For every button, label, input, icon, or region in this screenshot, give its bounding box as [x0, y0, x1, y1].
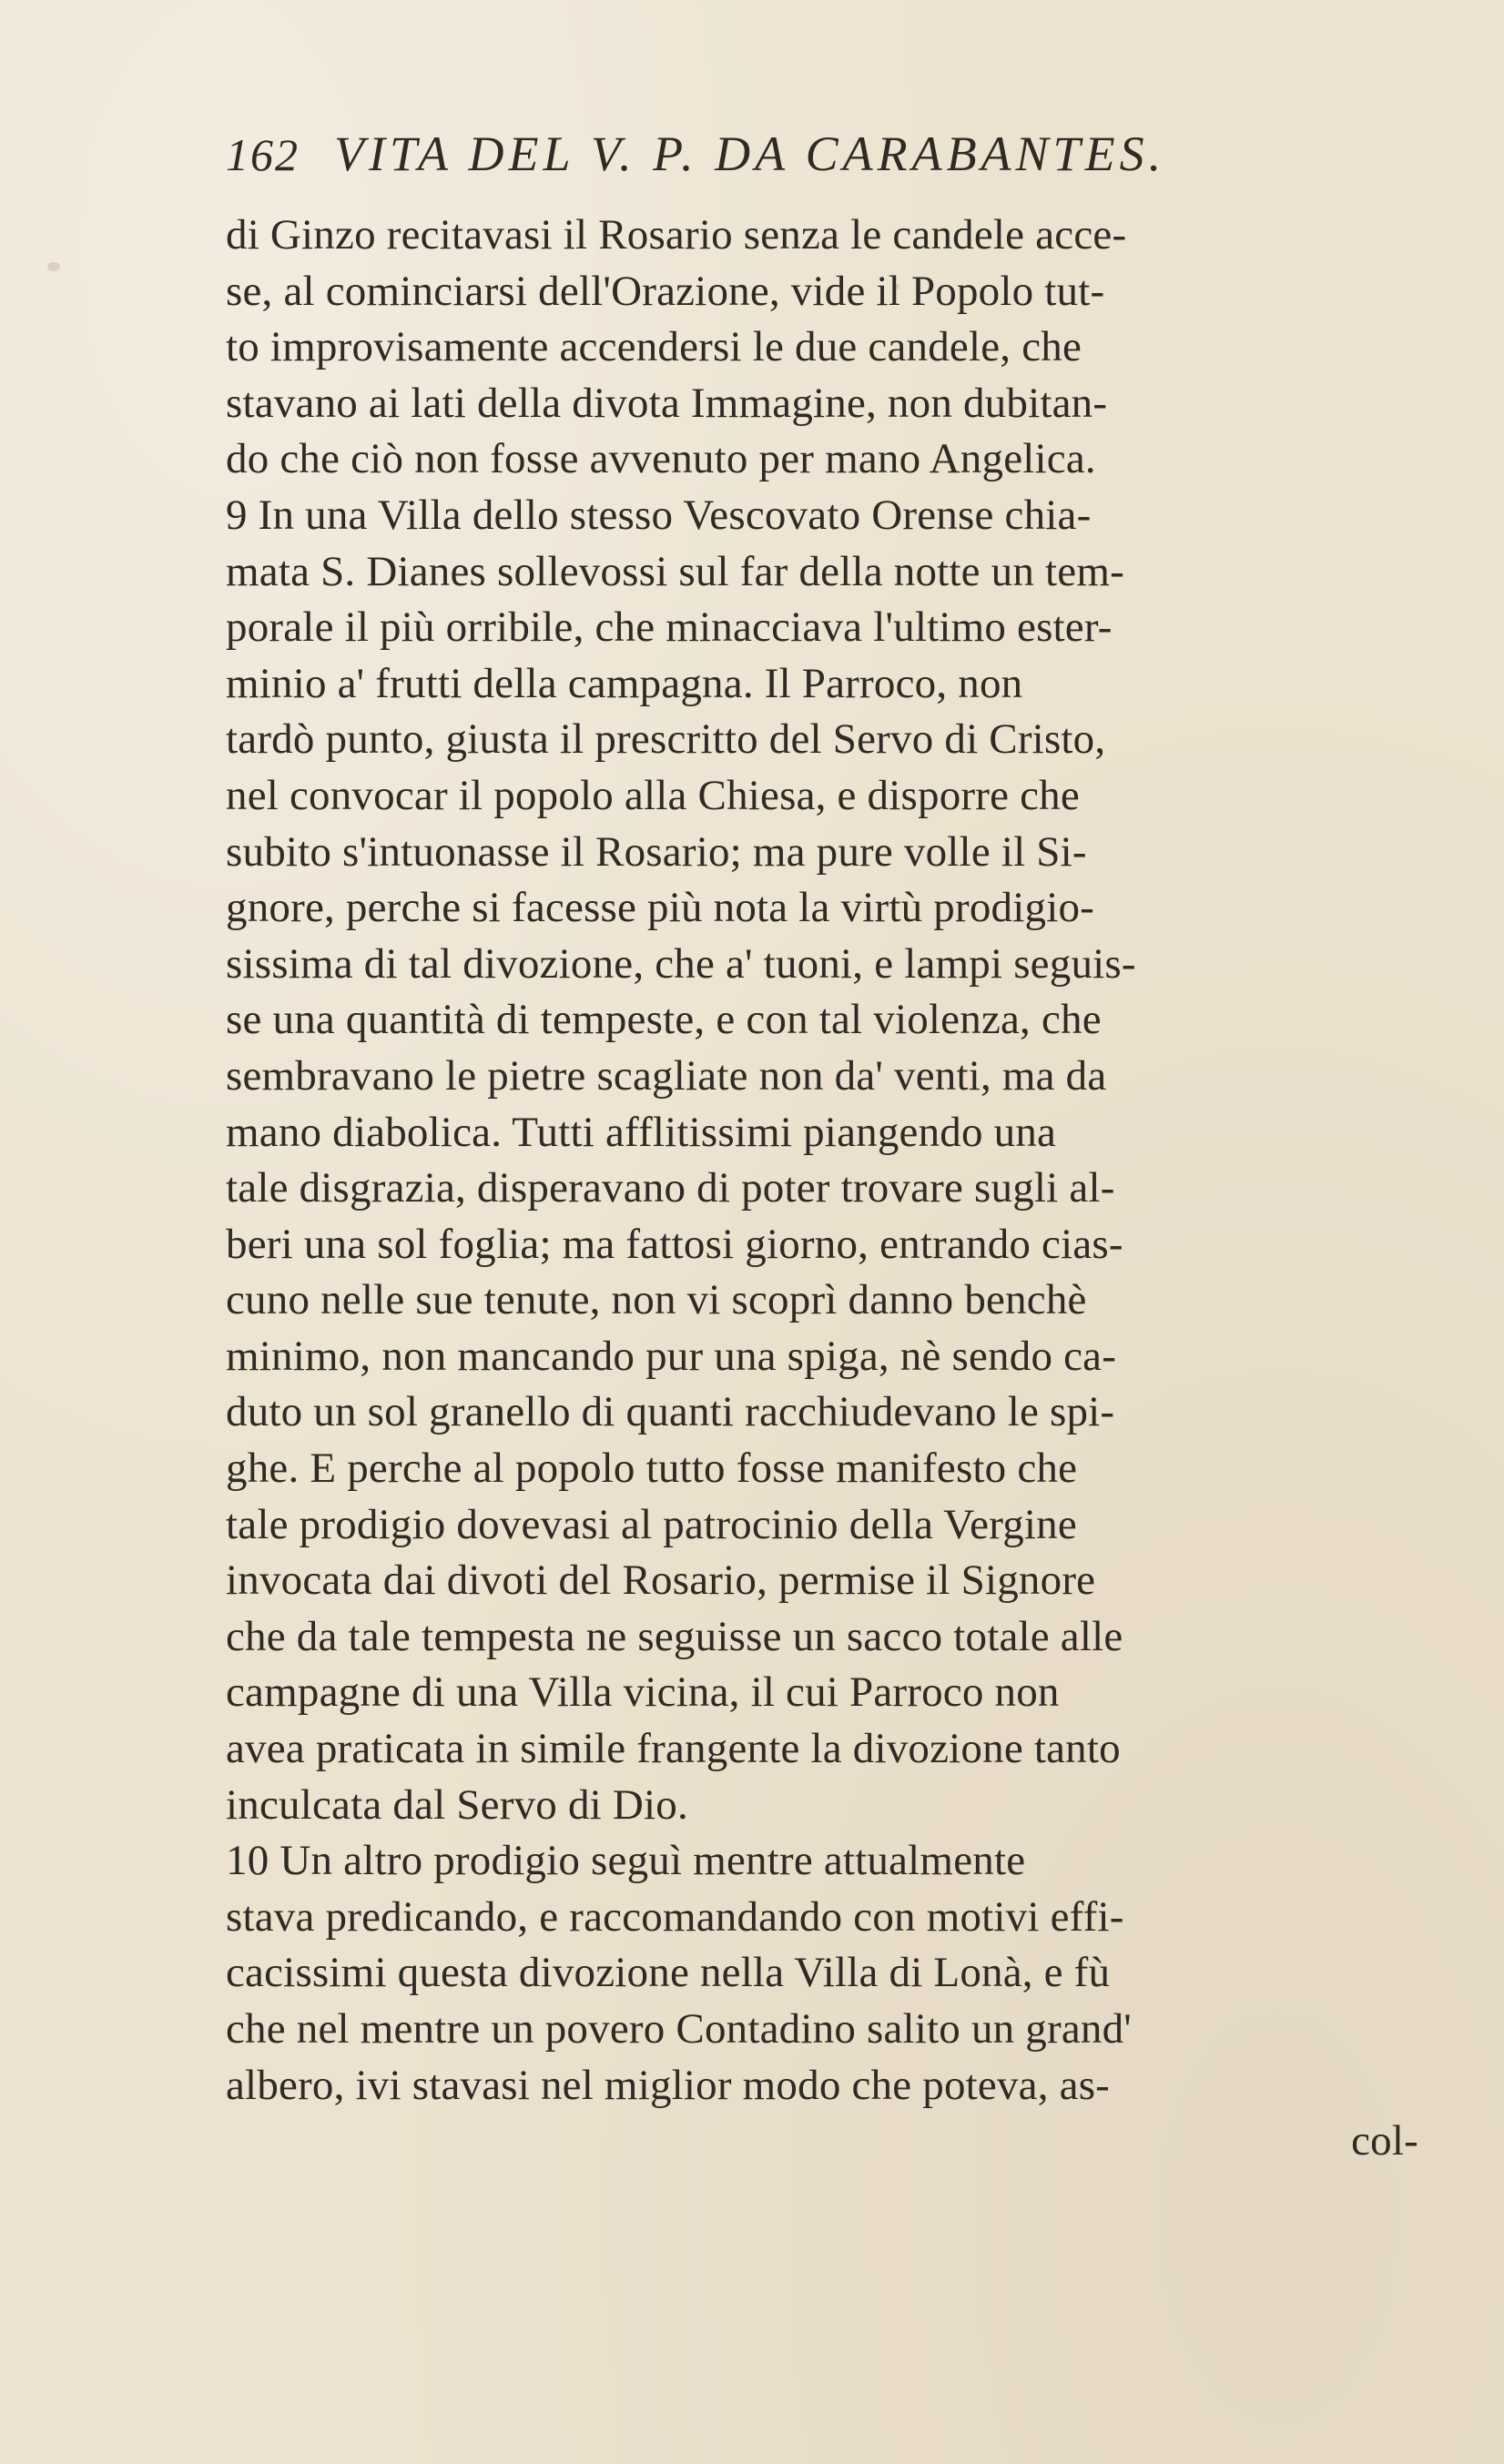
text-line: stava predicando, e raccomandando con motivi effi- — [226, 1892, 1124, 1941]
running-title: VITA DEL V. P. DA CARABANTES. — [334, 127, 1166, 181]
text-line: tardò punto, giusta il prescritto del Servo di Cristo, — [226, 715, 1106, 764]
text-line: avea praticata in simile frangente la divozione tanto — [226, 1725, 1121, 1773]
text-line: se, al cominciarsi dell'Orazione, vide il Popolo tut- — [226, 267, 1105, 315]
text-line: beri una sol foglia; ma fattosi giorno, entrando cias- — [226, 1220, 1123, 1268]
text-line: albero, ivi stavasi nel miglior modo che poteva, as- — [226, 2061, 1111, 2109]
text-line: do che ciò non fosse avvenuto per mano Angelica. — [226, 435, 1096, 483]
text-line: inculcata dal Servo di Dio. — [226, 1780, 688, 1829]
text-line: che nel mentre un povero Contadino salito un grand' — [226, 2005, 1132, 2053]
catchword: col- — [1351, 2117, 1418, 2165]
text-line: stavano ai lati della divota Immagine, non dubitan- — [226, 379, 1108, 427]
text-line: sissima di tal divozione, che a' tuoni, e lampi seguis- — [226, 939, 1136, 988]
body-text — [226, 208, 1475, 2170]
text-line: gnore, perche si facesse più nota la virtù prodigio- — [226, 884, 1095, 932]
text-line: duto un sol granello di quanti racchiudevano le spi- — [226, 1388, 1115, 1436]
page-number: 162 — [226, 129, 300, 180]
text-line: mata S. Dianes sollevossi sul far della notte un tem- — [226, 547, 1124, 595]
text-line: invocata dai divoti del Rosario, permise il Signore — [226, 1556, 1096, 1605]
text-line: ghe. E perche al popolo tutto fosse manifesto che — [226, 1445, 1078, 1493]
text-line: se una quantità di tempeste, e con tal violenza, che — [226, 996, 1102, 1044]
text-line: campagne di una Villa vicina, il cui Parroco non — [226, 1668, 1060, 1717]
text-line: subito s'intuonasse il Rosario; ma pure volle il Si- — [226, 827, 1087, 876]
text-line: che da tale tempesta ne seguisse un sacco totale alle — [226, 1612, 1123, 1660]
page-header — [226, 126, 1428, 189]
text-line: di Ginzo recitavasi il Rosario senza le candele acce- — [226, 211, 1127, 259]
text-line: 10 Un altro prodigio seguì mentre attualmente — [226, 1837, 1026, 1885]
text-line: cacissimi questa divozione nella Villa di Lonà, e fù — [226, 1949, 1111, 1997]
text-line: 9 In una Villa dello stesso Vescovato Orense chia- — [226, 491, 1092, 539]
text-line: cuno nelle sue tenute, non vi scoprì danno benchè — [226, 1276, 1087, 1324]
text-line: sembravano le pietre scagliate non da' venti, ma da — [226, 1051, 1107, 1100]
text-line: nel convocar il popolo alla Chiesa, e disporre che — [226, 771, 1080, 819]
foxing-spot — [47, 262, 60, 271]
text-line: tale disgrazia, disperavano di poter trovare sugli al- — [226, 1164, 1115, 1212]
text-line: mano diabolica. Tutti afflitissimi piangendo una — [226, 1108, 1057, 1156]
text-line: porale il più orribile, che minacciava l'ultimo ester- — [226, 603, 1113, 652]
text-line: to improvisamente accendersi le due candele, che — [226, 323, 1082, 371]
text-line: tale prodigio dovevasi al patrocinio della Vergine — [226, 1500, 1077, 1548]
text-line: minimo, non mancando pur una spiga, nè sendo ca- — [226, 1332, 1117, 1380]
text-line: minio a' frutti della campagna. Il Parroco, non — [226, 659, 1023, 707]
